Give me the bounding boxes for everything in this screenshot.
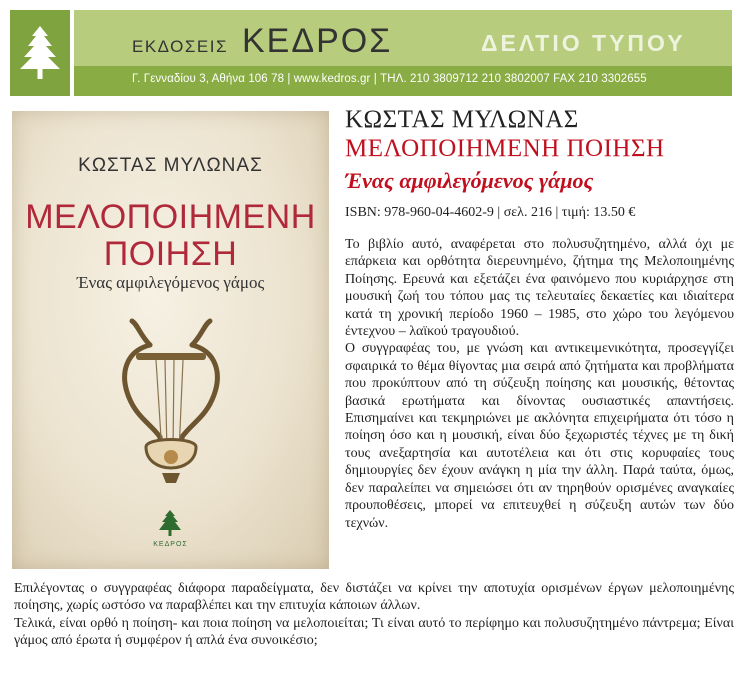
publisher-prefix: ΕΚΔΟΣΕΙΣ (132, 37, 228, 56)
publisher-name: ΚΕΔΡΟΣ (242, 22, 393, 60)
cedar-tree-icon (18, 24, 62, 82)
book-cover (12, 111, 329, 569)
book-meta: ISBN: 978-960-04-4602-9 | σελ. 216 | τιμή: 13.50 € (345, 205, 636, 220)
cover-title-line2: ΠΟΙΗΣΗ (103, 235, 238, 273)
book-author: ΚΩΣΤΑΣ ΜΥΛΩΝΑΣ (345, 106, 579, 133)
paragraph-3: Επιλέγοντας ο συγγραφέας διάφορα παραδείγματα, δεν διστάζει να κρίνει την αποτυχία ορισμένων έργων μελοποιημένης ποίησης, χωρίς ωστόσο να παραβλέπει και την επιτυχία κάποιων άλλων. (14, 581, 734, 614)
cover-subtitle: Ένας αμφιλεγόμενος γάμος (76, 273, 265, 292)
cover-publisher-mark: ΚΕΔΡΟΣ (153, 541, 188, 548)
description-full-width (14, 580, 734, 650)
description-column (345, 236, 734, 532)
cedar-logo (10, 10, 70, 96)
paragraph-1: Το βιβλίο αυτό, αναφέρεται στο πολυσυζητημένο, αλλά όχι με επάρκεια και ορθότητα διερευνημένο, ζήτημα της Μελοποιημένης Ποίησης. Ερευνά και εξετάζει ένα φαινόμενο που κυριάρχησε στη μουσική ζωή του τόπου μας τις τελευταίες δεκαετίες και ιδιαίτερα κατά τη χρονική περίοδο 1960 – 1985, στο χώρο του λεγόμενου έντεχνου – λαϊκού τραγουδιού. (345, 237, 734, 340)
contact-info: Γ. Γενναδίου 3, Αθήνα 106 78 | www.kedros.gr | ΤΗΛ. 210 3809712 210 3802007 FAX 210 3302655 (132, 73, 647, 85)
press-header (10, 10, 732, 96)
book-title: ΜΕΛΟΠΟΙΗΜΕΝΗ ΠΟΙΗΣΗ (345, 135, 665, 162)
cover-author: ΚΩΣΤΑΣ ΜΥΛΩΝΑΣ (78, 155, 263, 176)
cover-title (12, 199, 329, 273)
cover-cedar-icon (158, 509, 182, 539)
book-subtitle: Ένας αμφιλεγόμενος γάμος (345, 168, 594, 193)
header-title-band (74, 10, 732, 66)
header-contact-band (74, 66, 732, 96)
paragraph-2: Ο συγγραφέας του, με γνώση και αντικειμενικότητα, προσεγγίζει σφαιρικά το θέμα θίγοντας μια σειρά από ζητήματα και προβλήματα που προκύπτουν από τη σύζευξη ποίησης και μουσικής, θέτοντας βασικά ερωτήματα και δίνοντας ουσιαστικές απαντήσεις. Επισημαίνει και τεκμηριώνει με ακλόνητα επιχειρήματα ότι τόσο η ποίηση όσο και η μουσική, είναι δύο ξεχωριστές τέχνες με τη δική τους ανεξαρτησία και αυτοτέλεια και ότι στις κορυφαίες τους δημιουργίες δεν έχουν ανάγκη η μία την άλλη. Παρά ταύτα, όμως, δεν παραλείπει να σημειώσει ότι αν τηρηθούν ορισμένες αναγκαίες προυποθέσεις, μπορεί να επιτευχθεί η σύζευξη αυτών των δύο τεχνών. (345, 341, 734, 531)
cover-title-line1: ΜΕΛΟΠΟΙΗΜΕΝΗ (25, 198, 316, 236)
lyre-icon (110, 313, 232, 491)
paragraph-4: Τελικά, είναι ορθό η ποίηση- και ποια ποίηση να μελοποιείται; Τι είναι αυτό το περίφημο και πολυσυζητημένο πάντρεμα; Είναι γάμος από έρωτα ή συμφέρον ή απλά ένα συνοικέσιο; (14, 615, 734, 649)
press-release-label: ΔΕΛΤΙΟ ΤΥΠΟΥ (481, 30, 686, 56)
